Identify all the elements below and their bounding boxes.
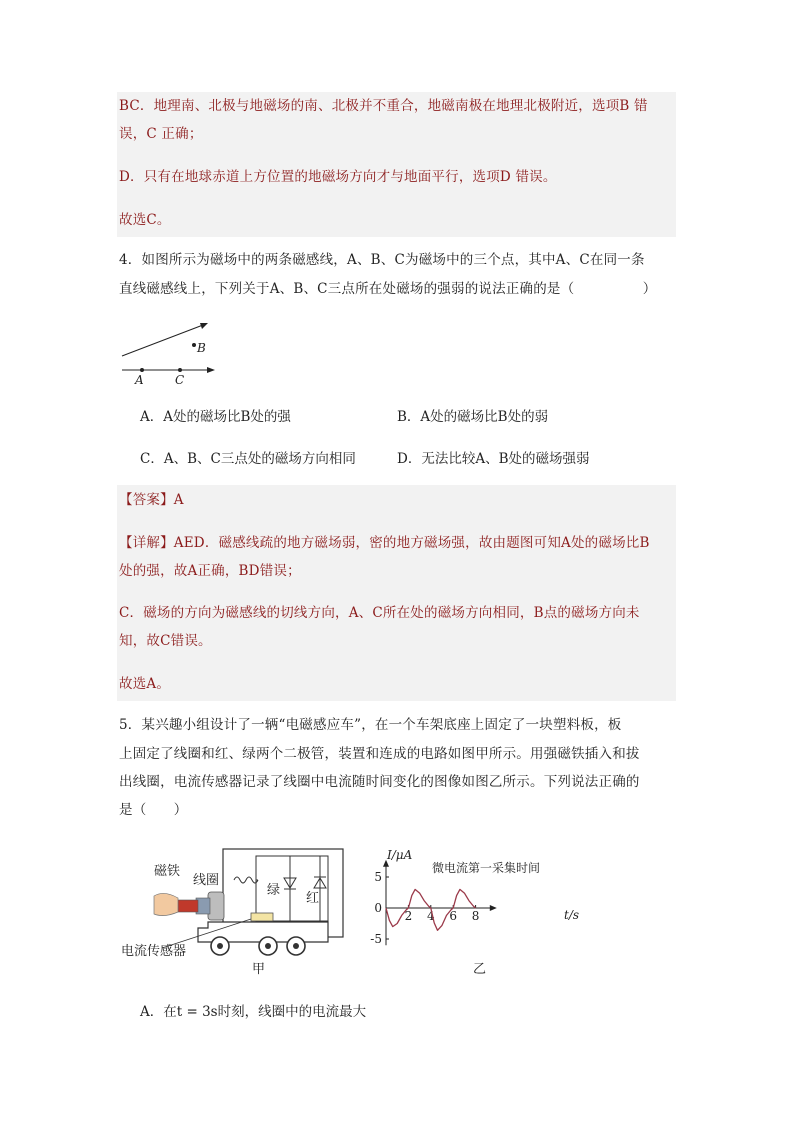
label-magnet: 磁铁: [154, 864, 181, 879]
q4-answer: 【答案】A: [119, 492, 184, 508]
q5-stem-line3: 出线圈，电流传感器记录了线圈中电流随时间变化的图像如图乙所示。下列说法正确的: [119, 774, 640, 790]
q4-detail-line4: 知，故C错误。: [119, 633, 212, 649]
chart-y-tick-label: 0: [374, 901, 382, 915]
q4-point-b: [192, 343, 196, 347]
q4-stem-line2: 直线磁感线上，下列关于A、B、C三点所在处磁场的强弱的说法正确的是（ ）: [119, 281, 657, 297]
current-sensor-icon: [251, 913, 273, 921]
hand-icon: [154, 893, 178, 915]
q4-option-b[interactable]: B．A处的磁场比B处的弱: [397, 409, 549, 425]
chart-x-arrow: [490, 905, 497, 911]
q4-detail-line2: 处的强，故A正确，BD错误；: [119, 563, 301, 579]
q4-label-c: C: [175, 373, 185, 387]
q4-label-a: A: [135, 373, 144, 387]
q4-detail-line3: C．磁场的方向为磁感线的切线方向，A、C所在处的磁场方向相同，B点的磁场方向未: [119, 605, 640, 621]
q5-stem-line4: 是（ ）: [119, 802, 188, 818]
q4-answer-block: [117, 485, 676, 701]
prev-answer-line4: 故选C。: [119, 212, 171, 228]
q4-arrow-lower: [207, 367, 215, 373]
q5-option-a[interactable]: A．在t = 3s时刻，线圈中的电流最大: [140, 1004, 367, 1020]
q4-label-b: B: [197, 341, 206, 355]
q4-point-a: [140, 368, 144, 372]
prev-answer-line3: D．只有在地球赤道上方位置的地磁场方向才与地面平行，选项D 错误。: [119, 169, 557, 185]
q4-option-c[interactable]: C．A、B、C三点处的磁场方向相同: [140, 451, 356, 467]
label-coil: 线圈: [193, 873, 220, 888]
prev-answer-line2: 误，C 正确；: [119, 126, 203, 142]
q5-stem-line2: 上固定了线圈和红、绿两个二极管，装置和连成的电路如图甲所示。用强磁铁插入和拔: [119, 746, 640, 762]
q4-field-line-upper: [122, 325, 203, 356]
label-red: 红: [306, 891, 320, 906]
chart-xlabel: t/s: [564, 908, 580, 922]
q4-detail-line5: 故选A。: [119, 676, 171, 692]
label-green: 绿: [267, 883, 281, 898]
magnet-icon: [178, 900, 198, 912]
q4-option-a[interactable]: A．A处的磁场比B处的强: [140, 409, 291, 425]
label-sensor: 电流传感器: [121, 944, 187, 959]
q5-stem-line1: 5．某兴趣小组设计了一辆“电磁感应车”，在一个车架底座上固定了一块塑料板，板: [119, 717, 622, 733]
chart-x-tick-label: 4: [426, 909, 435, 923]
chart-ylabel: I/μA: [387, 848, 413, 862]
coil-body: [208, 892, 224, 920]
q4-option-d[interactable]: D．无法比较A、B处的磁场强弱: [397, 451, 590, 467]
caption-yi: 乙: [473, 962, 487, 977]
q4-detail-line1: 【详解】AED．磁感线疏的地方磁场弱，密的地方磁场强，故由题图可知A处的磁场比B: [119, 535, 650, 551]
chart-x-tick-label: 2: [404, 909, 413, 923]
chart-y-tick-label: 5: [374, 870, 382, 884]
chart-x-tick-label: 8: [471, 909, 480, 923]
q4-magnetic-field-figure: [118, 318, 222, 390]
q4-point-c: [178, 368, 182, 372]
caption-jia: 甲: [252, 962, 266, 977]
q4-stem-line1: 4．如图所示为磁场中的两条磁感线，A、B、C为磁场中的三个点，其中A、C在同一条: [119, 252, 645, 268]
q4-arrow-upper: [200, 323, 208, 329]
chart-y-tick-label: -5: [370, 932, 382, 946]
chart-title: 微电流第一采集时间: [432, 861, 541, 875]
q5-figure-yi-chart: [360, 842, 590, 977]
q5-figure-jia: [118, 842, 368, 977]
prev-answer-line1: BC．地理南、北极与地磁场的南、北极并不重合，地磁南极在地理北极附近，选项B 错: [119, 98, 648, 114]
chart-x-tick-label: 6: [449, 909, 458, 923]
coil-icon: [234, 877, 258, 883]
chart-series-line: [386, 889, 476, 930]
